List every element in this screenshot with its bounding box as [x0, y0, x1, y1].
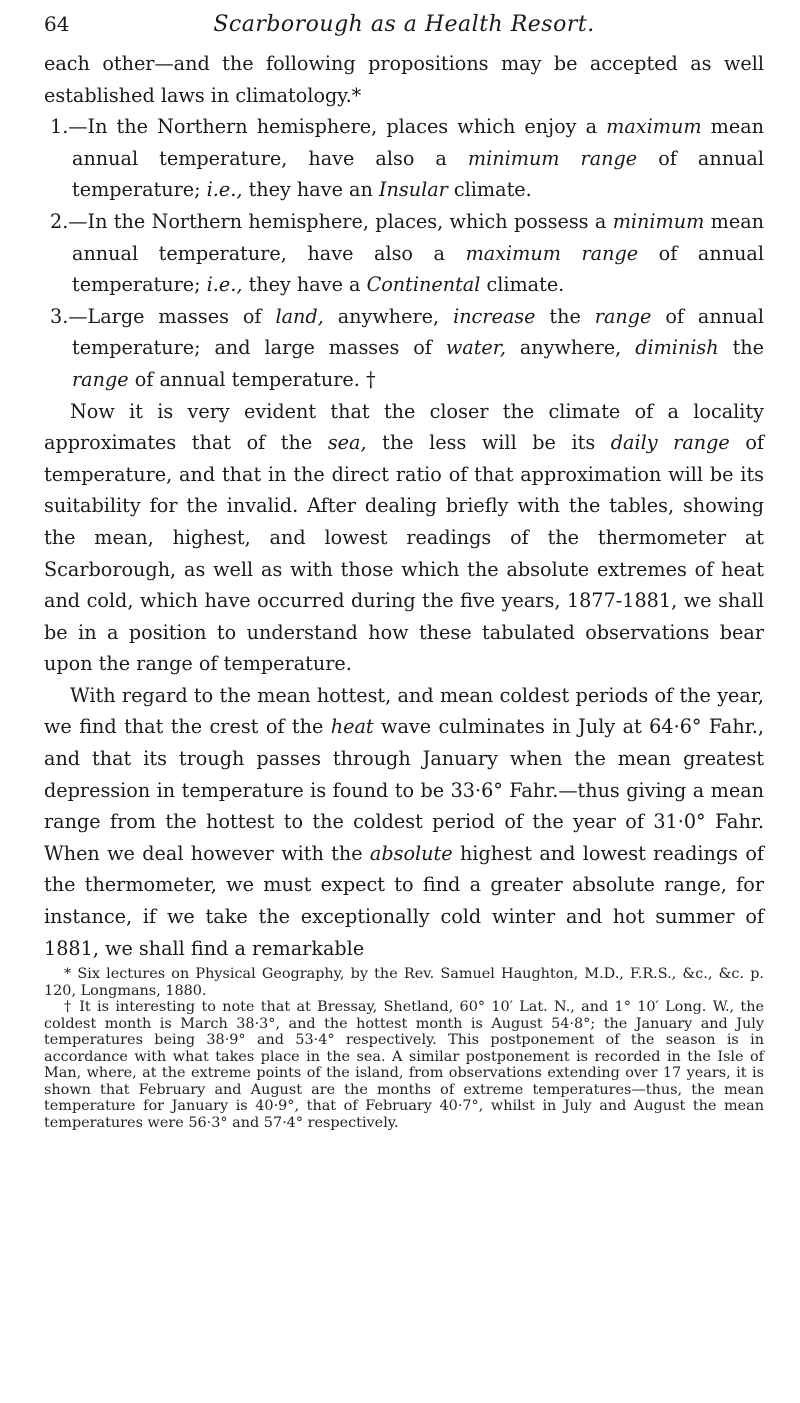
- footnote-star: * Six lectures on Physical Geography, by the Rev. Samuel Haughton, M.D., F.R.S., &c., &c. p. 120, Longmans, 1880.: [44, 966, 764, 999]
- footnote-dagger: † It is interesting to note that at Bressay, Shetland, 60° 10′ Lat. N., and 1° 10′ Long. W., the coldest month is March 38·3°, and the hottest month is August 54·8°; the January and July temperatures being 38·9° and 53·4° respectively. This postponement of the season is in accordance with what takes place in the sea. A similar postponement is recorded in the Isle of Man, where, at the extreme points of the island, from observations extending over 17 years, it is shown that February and August are the months of extreme temperatures—thus, the mean temperature for January is 40·9°, that of February 40·7°, whilst in July and August the mean temperatures were 56·3° and 57·4° respectively.: [44, 999, 764, 1131]
- paragraph-with-regard: With regard to the mean hottest, and mean coldest periods of the year, we find that the crest of the heat wave culminates in July at 64·6° Fahr., and that its trough passes through January when the mean greatest depression in temperature is found to be 33·6° Fahr.—thus giving a mean range from the hottest to the coldest period of the year of 31·0° Fahr. When we deal however with the absolute highest and lowest readings of the thermometer, we must expect to find a greater absolute range, for instance, if we take the exceptionally cold winter and hot summer of 1881, we shall find a remarkable: [44, 683, 764, 960]
- book-page: [44, 0, 764, 1131]
- running-head: [44, 8, 764, 48]
- proposition-1: 1.—In the Northern hemisphere, places which enjoy a maximum mean annual temperature, have also a minimum range of annual temperature; i.e., they have an Insular climate.: [50, 115, 764, 202]
- proposition-3: 3.—Large masses of land, anywhere, increase the range of annual temperature; and large masses of water, anywhere, diminish the range of annual temperature. †: [50, 304, 764, 391]
- intro-paragraph: each other—and the following propositions may be accepted as well established laws in climatology.*: [44, 52, 764, 107]
- body-text: [44, 48, 764, 964]
- footnotes: [44, 966, 764, 1131]
- paragraph-now: Now it is very evident that the closer the climate of a locality approximates that of the sea, the less will be its daily range of temperature, and that in the direct ratio of that approximation will be its suitability for the invalid. After dealing briefly with the tables, showing the mean, highest, and lowest readings of the thermometer at Scarborough, as well as with those which the absolute extremes of heat and cold, which have occurred during the five years, 1877-1881, we shall be in a position to understand how these tabulated observations bear upon the range of temperature.: [44, 399, 764, 676]
- running-title: Scarborough as a Health Resort.: [213, 12, 595, 37]
- proposition-2: 2.—In the Northern hemisphere, places, which possess a minimum mean annual temperature, have also a maximum range of annual temperature; i.e., they have a Continental climate.: [50, 209, 764, 297]
- page-number: 64: [44, 12, 70, 36]
